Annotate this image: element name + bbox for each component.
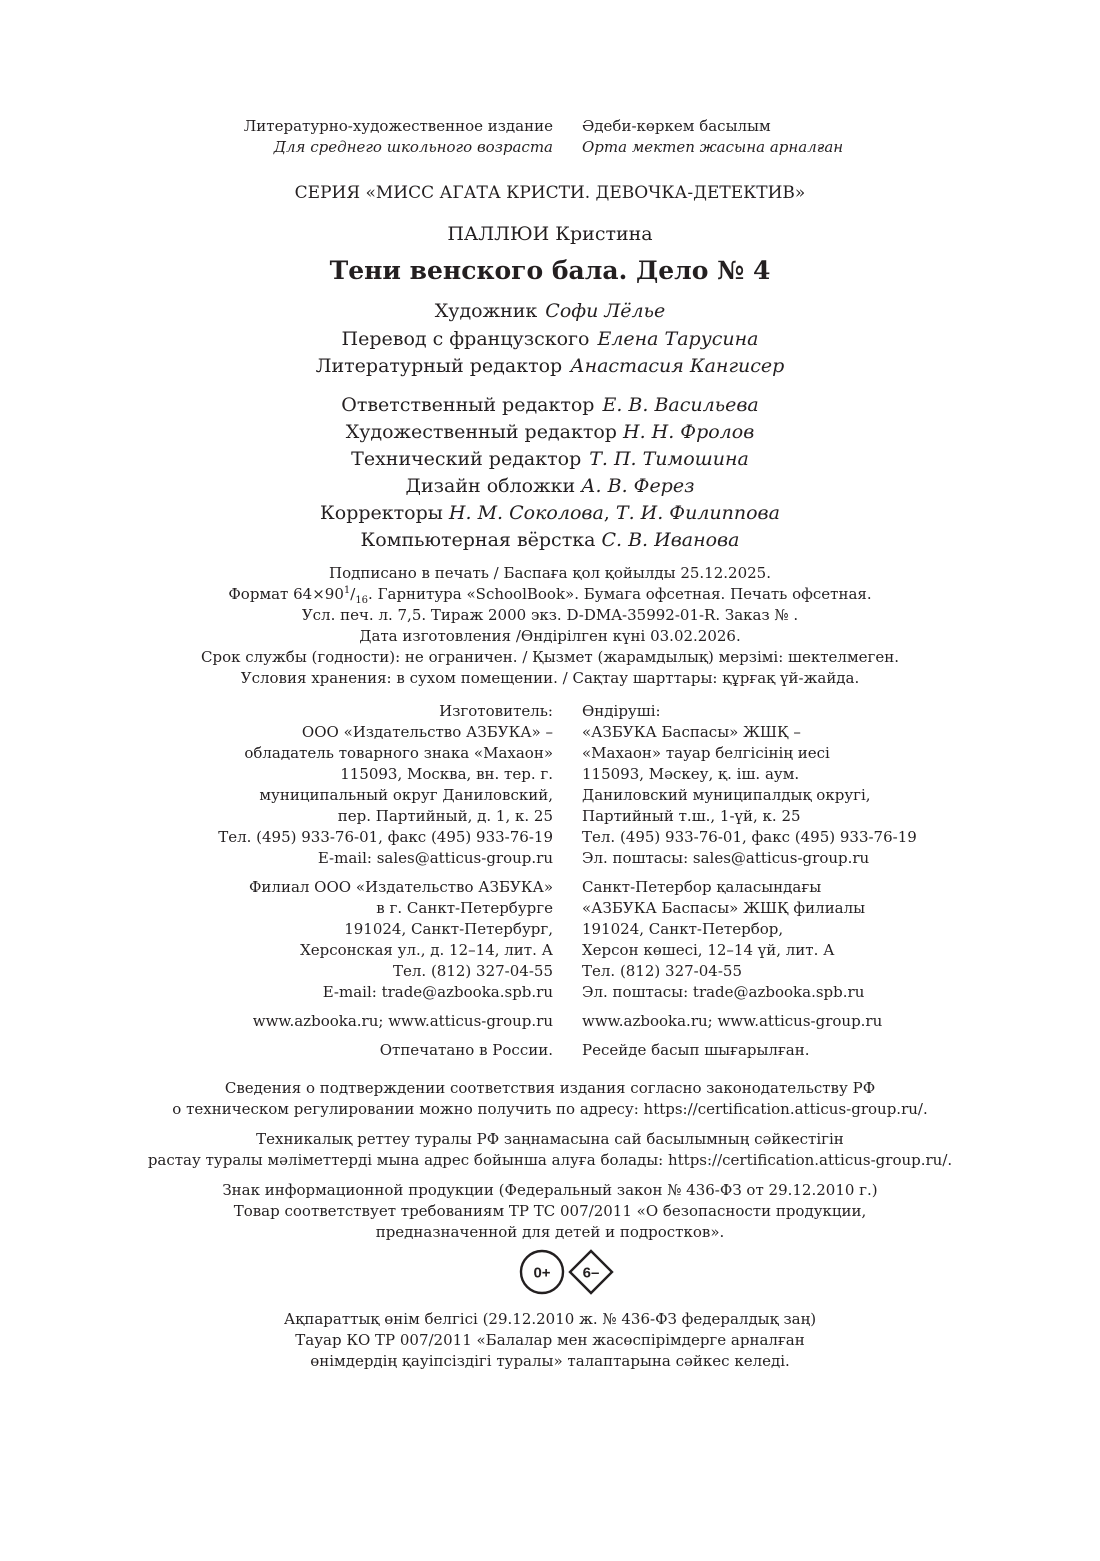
credit-role: Дизайн обложки bbox=[405, 475, 576, 497]
credit-literary-editor bbox=[0, 355, 1100, 377]
credit-name: Т. П. Тимошина bbox=[589, 448, 749, 470]
manufacturer-kz-line: Өндіруші: bbox=[582, 702, 661, 720]
age-safety-mark-6-diamond bbox=[570, 1251, 612, 1293]
info-mark-kz-line: өнімдердің қауіпсіздігі туралы» талаптарына сәйкес келеді. bbox=[310, 1352, 790, 1370]
age-info-mark-0-plus bbox=[521, 1251, 563, 1293]
credit-managing-editor bbox=[0, 394, 1100, 416]
branch-kz-line: Санкт-Петербор қаласындағы bbox=[582, 878, 822, 896]
branch-kz-line: Херсон көшесі, 12–14 үй, лит. А bbox=[582, 941, 835, 959]
edition-type-ru: Литературно-художественное издание bbox=[243, 117, 553, 135]
age-mark-0-plus-label: 0+ bbox=[533, 1264, 551, 1282]
credit-cover-design bbox=[0, 475, 1100, 497]
certification-kz-line: Техникалық реттеу туралы РФ заңнамасына сай басылымның сәйкестігін bbox=[256, 1130, 844, 1148]
age-group-ru: Для среднего школьного возраста bbox=[273, 138, 553, 156]
credit-role: Технический редактор bbox=[351, 448, 582, 470]
credit-role: Перевод с французского bbox=[341, 328, 590, 350]
certification-kz-line: растау туралы мәліметтерді мына адрес бойынша алуға болады: https://certification.atticus-group.ru/. bbox=[147, 1151, 953, 1169]
credit-layout bbox=[0, 529, 1100, 551]
info-mark-kz-line: Тауар КО ТР 007/2011 «Балалар мен жасөспірімдерге арналған bbox=[295, 1331, 805, 1349]
branch-ru-line: в г. Санкт-Петербурге bbox=[376, 899, 553, 917]
branch-kz-line: 191024, Санкт-Петербор, bbox=[582, 920, 784, 938]
info-mark-kz-line: Ақпараттық өнім белгісі (29.12.2010 ж. № 436-ФЗ федералдық заң) bbox=[283, 1310, 817, 1328]
format-prefix: Формат 64×90 bbox=[228, 585, 344, 603]
format-suffix: . Гарнитура «SchoolBook». Бумага офсетная. Печать офсетная. bbox=[368, 585, 872, 603]
branch-ru-line: 191024, Санкт-Петербург, bbox=[344, 920, 553, 938]
manufacturer-ru-email: E-mail: sales@atticus-group.ru bbox=[317, 849, 553, 867]
websites-kz: www.azbooka.ru; www.atticus-group.ru bbox=[582, 1012, 883, 1030]
credit-art-editor bbox=[0, 421, 1100, 443]
credit-role: Художник bbox=[434, 300, 538, 322]
manufacturer-ru-line: Изготовитель: bbox=[439, 702, 553, 720]
book-title: Тени венского бала. Дело № 4 bbox=[329, 256, 771, 285]
credit-name: Елена Тарусина bbox=[597, 328, 759, 350]
series-title: СЕРИЯ «МИСС АГАТА КРИСТИ. ДЕВОЧКА-ДЕТЕКТИВ» bbox=[294, 183, 806, 203]
websites-ru: www.azbooka.ru; www.atticus-group.ru bbox=[252, 1012, 553, 1030]
edition-type-kz: Әдеби-көркем басылым bbox=[582, 117, 771, 135]
manufacturer-ru-line: муниципальный округ Даниловский, bbox=[259, 786, 553, 804]
manufacturer-ru-line: ООО «Издательство АЗБУКА» – bbox=[301, 723, 553, 741]
branch-kz-line: «АЗБУКА Баспасы» ЖШҚ филиалы bbox=[582, 899, 866, 917]
age-marks bbox=[518, 1248, 618, 1296]
print-format: Формат $64\times 90^1/_{16}$. Гарнитура «SchoolBook». Бумага офсетная. Печать офсетная. bbox=[228, 585, 872, 606]
credit-name: Софи Лёлье bbox=[545, 300, 666, 322]
credit-illustrator bbox=[0, 300, 1100, 322]
manufacturer-ru-line: 115093, Москва, вн. тер. г. bbox=[340, 765, 553, 783]
credit-name-2: Т. И. Филиппова bbox=[615, 502, 780, 524]
manufacturer-kz-email: Эл. поштасы: sales@atticus-group.ru bbox=[582, 849, 870, 867]
credit-role: Корректоры bbox=[320, 502, 443, 524]
manufacturer-kz-line: Даниловский муниципалдық округі, bbox=[582, 786, 871, 804]
manufacturer-kz-line: Партийный т.ш., 1-үй, к. 25 bbox=[582, 807, 801, 825]
credit-name: Н. М. Соколова bbox=[448, 502, 604, 524]
certification-ru-line: о техническом регулировании можно получить по адресу: https://certification.atticus-group.ru/. bbox=[172, 1100, 928, 1118]
credit-separator: , bbox=[603, 502, 616, 524]
info-mark-ru-line: Товар соответствует требованиям ТР ТС 007/2011 «О безопасности продукции, bbox=[233, 1202, 867, 1220]
branch-kz-email: Эл. поштасы: trade@azbooka.spb.ru bbox=[582, 983, 865, 1001]
manufacturer-kz-line: «АЗБУКА Баспасы» ЖШҚ – bbox=[582, 723, 801, 741]
credit-technical-editor bbox=[0, 448, 1100, 470]
credit-role: Художественный редактор bbox=[345, 421, 617, 443]
info-mark-ru-line: Знак информационной продукции (Федеральный закон № 436-ФЗ от 29.12.2010 г.) bbox=[222, 1181, 878, 1199]
credit-name: Е. В. Васильева bbox=[602, 394, 759, 416]
branch-ru-line: Тел. (812) 327-04-55 bbox=[393, 962, 553, 980]
credit-role: Литературный редактор bbox=[315, 355, 563, 377]
printed-in-ru: Отпечатано в России. bbox=[379, 1041, 553, 1059]
storage-conditions: Условия хранения: в сухом помещении. / Сақтау шарттары: құрғақ үй-жайда. bbox=[240, 669, 860, 687]
branch-ru-line: Филиал ООО «Издательство АЗБУКА» bbox=[248, 878, 553, 896]
credit-translator bbox=[0, 328, 1100, 350]
branch-ru-email: E-mail: trade@azbooka.spb.ru bbox=[322, 983, 553, 1001]
manufacturer-ru-line: пер. Партийный, д. 1, к. 25 bbox=[337, 807, 553, 825]
branch-kz-line: Тел. (812) 327-04-55 bbox=[582, 962, 742, 980]
format-numerator: 1 bbox=[343, 585, 351, 596]
manufacturer-ru-line: обладатель товарного знака «Махаон» bbox=[244, 744, 553, 762]
credit-proofreaders bbox=[0, 502, 1100, 524]
manufacturer-kz-line: «Махаон» тауар белгісінің иесі bbox=[582, 744, 830, 762]
info-mark-ru-line: предназначенной для детей и подростков». bbox=[375, 1223, 725, 1241]
author: ПАЛЛЮИ Кристина bbox=[447, 223, 653, 245]
certification-ru-line: Сведения о подтверждении соответствия издания согласно законодательству РФ bbox=[224, 1079, 876, 1097]
credit-name: А. В. Ферез bbox=[581, 475, 695, 497]
credit-name: С. В. Иванова bbox=[601, 529, 740, 551]
printed-in-kz: Ресейде басып шығарылған. bbox=[582, 1041, 810, 1059]
branch-ru-line: Херсонская ул., д. 12–14, лит. А bbox=[300, 941, 553, 959]
print-sheets: Усл. печ. л. 7,5. Тираж 2000 экз. D-DMA-35992-01-R. Заказ № . bbox=[301, 606, 799, 624]
shelf-life: Срок службы (годности): не ограничен. / Қызмет (жарамдылық) мерзімі: шектелмеген. bbox=[201, 648, 899, 666]
signed-to-print: Подписано в печать / Баспаға қол қойылды 25.12.2025. bbox=[329, 564, 771, 582]
manufacture-date: Дата изготовления /Өндірілген күні 03.02.2026. bbox=[359, 627, 741, 645]
credit-name: Анастасия Кангисер bbox=[570, 355, 785, 377]
credit-role: Ответственный редактор bbox=[341, 394, 595, 416]
age-mark-6-label: 6– bbox=[582, 1264, 600, 1282]
age-group-kz: Орта мектеп жасына арналған bbox=[582, 138, 844, 156]
format-denominator: 16 bbox=[355, 595, 369, 606]
manufacturer-ru-line: Тел. (495) 933-76-01, факс (495) 933-76-19 bbox=[218, 828, 553, 846]
manufacturer-kz-line: 115093, Мәскеу, қ. іш. аум. bbox=[582, 765, 800, 783]
credit-role: Компьютерная вёрстка bbox=[360, 529, 596, 551]
manufacturer-kz-line: Тел. (495) 933-76-01, факс (495) 933-76-19 bbox=[582, 828, 917, 846]
credit-name: Н. Н. Фролов bbox=[623, 421, 755, 443]
